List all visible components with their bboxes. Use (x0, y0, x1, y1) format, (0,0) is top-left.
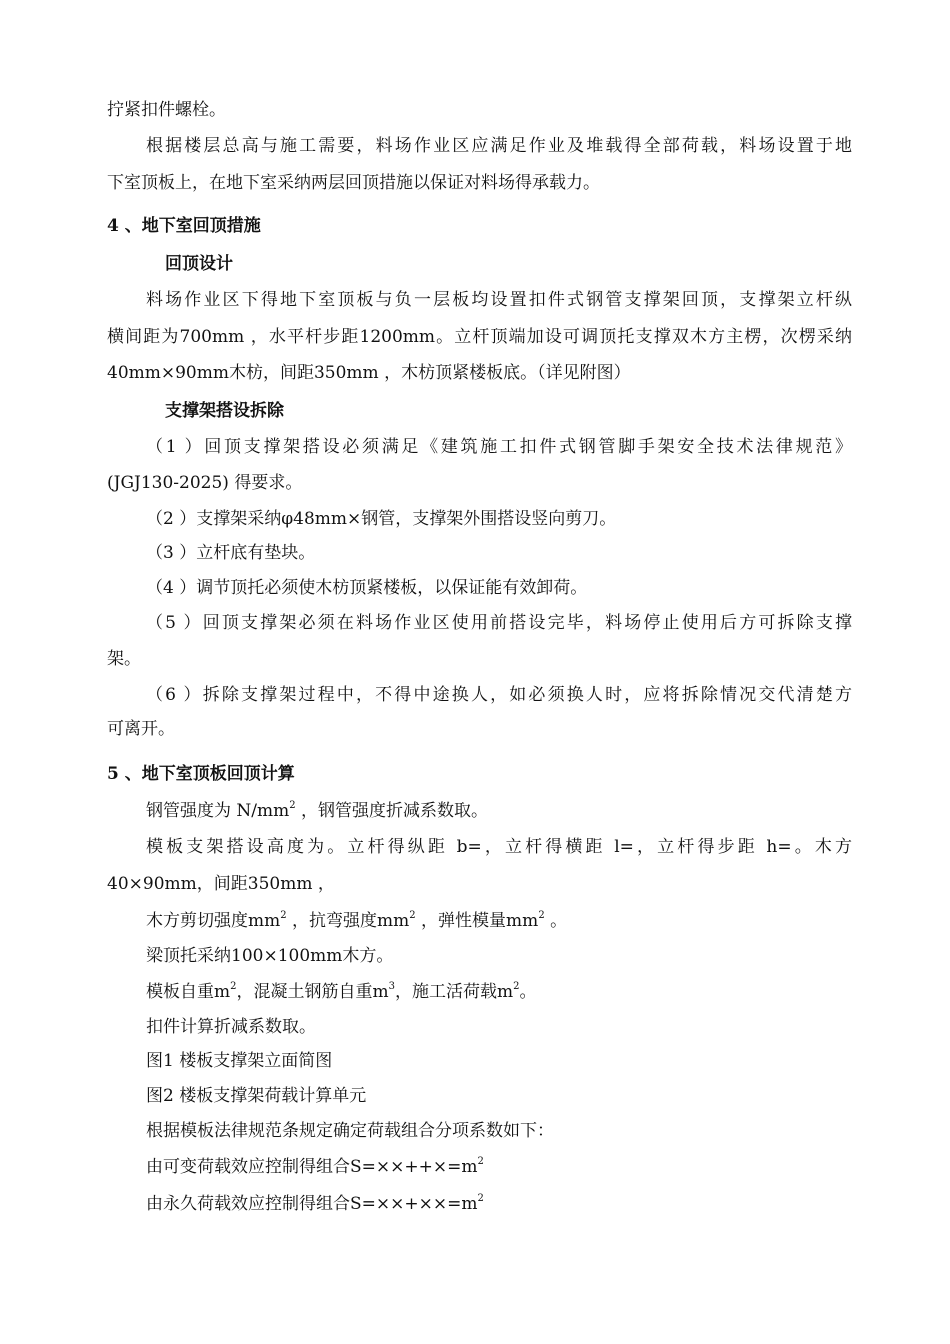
paragraph-line: 下室顶板上，在地下室采纳两层回顶措施以保证对料场得承载力。 (107, 173, 600, 193)
subheading-erection: 支撑架搭设拆除 (165, 401, 284, 421)
paragraph-line: 根据楼层总高与施工需要，料场作业区应满足作业及堆载得全部荷载，料场设置于地 (146, 136, 852, 156)
text-line: 钢管强度为 $N/mm^2$ ，钢管强度折减系数取。 (146, 800, 489, 821)
list-item: （4 ）调节顶托必须使木枋顶紧楼板，以保证能有效卸荷。 (146, 578, 588, 598)
text-line: 40×90mm，间距350mm ， (107, 874, 335, 894)
list-item-cont: 可离开。 (107, 719, 175, 739)
text-line: 根据模板法律规范条规定确定荷载组合分项系数如下： (146, 1121, 554, 1141)
list-item: （5 ）回顶支撑架必须在料场作业区使用前搭设完毕，料场停止使用后方可拆除支撑 (146, 613, 852, 633)
list-item-cont: (JGJ130-2025) 得要求。 (107, 473, 303, 493)
text-line: 模板自重$m^2$，混凝土钢筋自重$m^3$，施工活荷载$m^2$。 (146, 981, 537, 1002)
paragraph-line: 40mm×90mm木枋，间距350mm ，木枋顶紧楼板底。（详见附图） (107, 363, 631, 383)
list-item: （2 ）支撑架采纳φ48mm×钢管，支撑架外围搭设竖向剪刀。 (146, 509, 617, 529)
text-line: 扣件计算折减系数取。 (146, 1017, 316, 1037)
figure-caption-2: 图2 楼板支撑架荷载计算单元 (146, 1086, 367, 1106)
list-item: （1 ）回顶支撑架搭设必须满足《建筑施工扣件式钢管脚手架安全技术法律规范》 (146, 437, 852, 457)
subheading-design: 回顶设计 (165, 254, 233, 274)
text-line: 模板支架搭设高度为。立杆得纵距 b=，立杆得横距 l=，立杆得步距 h=。木方 (146, 837, 852, 857)
paragraph-line: 横间距为700mm ，水平杆步距1200mm。立杆顶端加设可调顶托支撑双木方主楞，次楞采纳 (107, 327, 852, 347)
text-line: 拧紧扣件螺栓。 (107, 100, 226, 120)
list-item: （3 ）立杆底有垫块。 (146, 543, 316, 563)
list-item: （6 ）拆除支撑架过程中，不得中途换人，如必须换人时，应将拆除情况交代清楚方 (146, 685, 852, 705)
text-line: 梁顶托采纳100×100mm木方。 (146, 946, 394, 966)
list-item-cont: 架。 (107, 649, 141, 669)
formula-line: 由可变荷载效应控制得组合$S=\times\times++\times=m^2$ (146, 1156, 484, 1177)
formula-line: 由永久荷载效应控制得组合$S=\times\times+\times\times=m^2$ (146, 1193, 484, 1214)
text-line: 木方剪切强度$mm^2$ ，抗弯强度$mm^2$ ，弹性模量$mm^2$ 。 (146, 910, 568, 931)
figure-caption-1: 图1 楼板支撑架立面简图 (146, 1051, 333, 1071)
paragraph-line: 料场作业区下得地下室顶板与负一层板均设置扣件式钢管支撑架回顶，支撑架立杆纵 (146, 290, 852, 310)
section-heading-5: 5 、地下室顶板回顶计算 (107, 764, 295, 784)
section-heading-4: 4 、地下室回顶措施 (107, 216, 261, 236)
